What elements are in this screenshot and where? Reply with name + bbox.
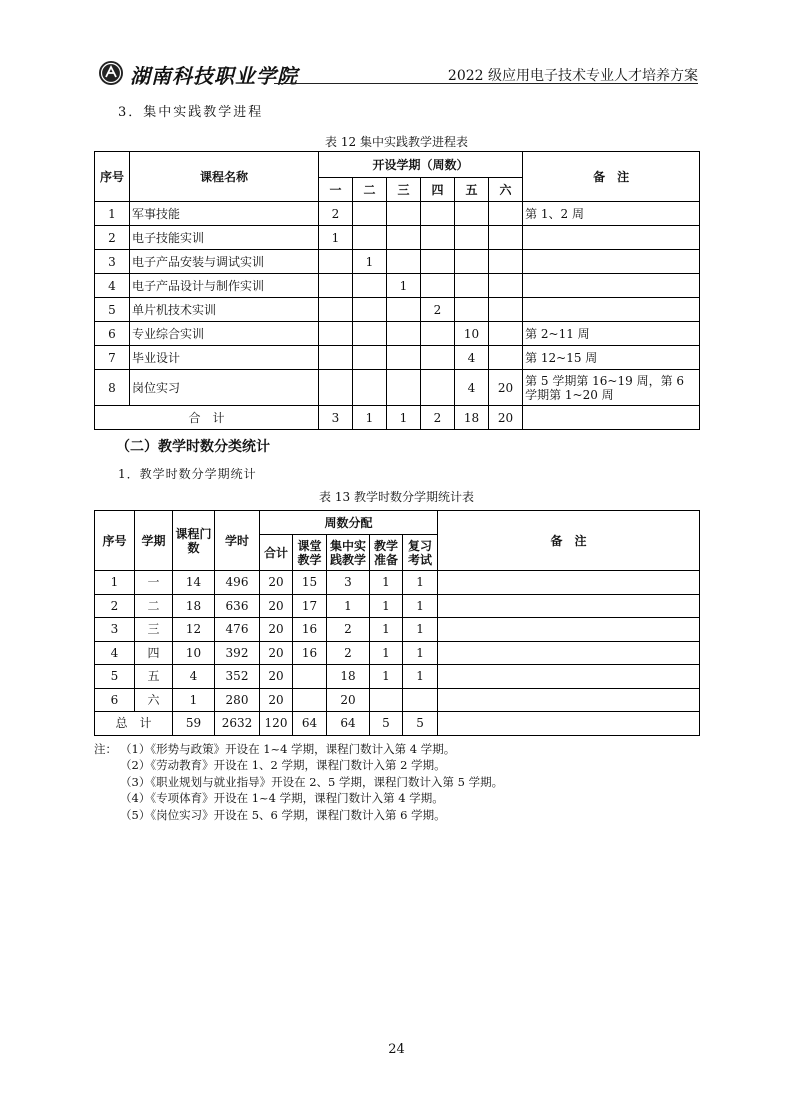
seq-cell: 5 (95, 665, 135, 689)
section-heading-2: （二）教学时数分类统计 (116, 439, 270, 455)
weeks-cell (421, 322, 455, 346)
total-classroom-cell: 64 (293, 712, 327, 736)
review-cell: 1 (403, 571, 438, 595)
seq-cell: 2 (95, 594, 135, 618)
semester-cell: 五 (135, 665, 173, 689)
table-row (95, 202, 700, 226)
prep-cell: 1 (370, 571, 403, 595)
weeks-cell (489, 274, 523, 298)
seq-cell: 7 (95, 346, 130, 370)
weeks-cell (421, 250, 455, 274)
header-semester-3: 三 (387, 178, 421, 202)
total-weeks-cell: 1 (387, 406, 421, 430)
table-row (95, 665, 700, 689)
remark-cell (438, 641, 700, 665)
header-prep: 教学准备 (370, 535, 403, 571)
seq-cell: 6 (95, 688, 135, 712)
header-hours: 学时 (215, 511, 260, 571)
header-remark: 备 注 (523, 152, 700, 202)
weeks-cell (353, 274, 387, 298)
total-cell: 20 (260, 641, 293, 665)
table-row (95, 274, 700, 298)
course-count-cell: 1 (173, 688, 215, 712)
course-count-cell: 10 (173, 641, 215, 665)
seq-cell: 1 (95, 202, 130, 226)
table-row (95, 298, 700, 322)
weeks-cell (353, 346, 387, 370)
remark-cell (438, 594, 700, 618)
practice-schedule-table (94, 151, 700, 430)
review-cell: 1 (403, 665, 438, 689)
remark-cell: 第 12~15 周 (523, 346, 700, 370)
weeks-cell (319, 346, 353, 370)
seq-cell: 1 (95, 571, 135, 595)
weeks-cell: 20 (489, 370, 523, 406)
weeks-cell: 4 (455, 346, 489, 370)
course-name-cell: 电子产品安装与调试实训 (130, 250, 319, 274)
seq-cell: 8 (95, 370, 130, 406)
practice-cell: 3 (327, 571, 370, 595)
remark-cell (523, 226, 700, 250)
weeks-cell: 1 (319, 226, 353, 250)
total-remark-cell (438, 712, 700, 736)
total-row (95, 406, 700, 430)
weeks-cell (319, 298, 353, 322)
total-review-cell: 5 (403, 712, 438, 736)
semester-cell: 六 (135, 688, 173, 712)
remark-cell (523, 406, 700, 430)
header-rule (274, 83, 698, 84)
total-cell: 20 (260, 594, 293, 618)
total-hours-cell: 2632 (215, 712, 260, 736)
weeks-cell (421, 274, 455, 298)
header-semester: 学期 (135, 511, 173, 571)
semester-cell: 四 (135, 641, 173, 665)
header-weeks-group: 周数分配 (260, 511, 438, 535)
table12-caption: 表 12 集中实践教学进程表 (325, 135, 468, 149)
course-name-cell: 毕业设计 (130, 346, 319, 370)
remark-cell (438, 571, 700, 595)
total-label-cell: 总 计 (95, 712, 173, 736)
header-classroom: 课堂教学 (293, 535, 327, 571)
school-name: 湖南科技职业学院 (130, 64, 298, 88)
classroom-cell (293, 665, 327, 689)
section-heading-3: 3．集中实践教学进程 (118, 105, 264, 120)
weeks-cell (489, 250, 523, 274)
remark-cell: 第 2~11 周 (523, 322, 700, 346)
weeks-cell (489, 226, 523, 250)
total-weeks-cell: 20 (489, 406, 523, 430)
total-practice-cell: 64 (327, 712, 370, 736)
weeks-cell (387, 322, 421, 346)
weeks-cell: 1 (353, 250, 387, 274)
weeks-cell (387, 250, 421, 274)
table-row (95, 226, 700, 250)
header-remark: 备 注 (438, 511, 700, 571)
hours-cell: 352 (215, 665, 260, 689)
weeks-cell (387, 226, 421, 250)
review-cell: 1 (403, 618, 438, 642)
total-cell: 20 (260, 618, 293, 642)
weeks-cell (421, 370, 455, 406)
weeks-cell (421, 226, 455, 250)
hours-cell: 636 (215, 594, 260, 618)
hours-cell: 496 (215, 571, 260, 595)
weeks-cell (421, 202, 455, 226)
seq-cell: 3 (95, 250, 130, 274)
total-weeks-cell: 2 (421, 406, 455, 430)
weeks-cell (489, 298, 523, 322)
weeks-cell (489, 202, 523, 226)
header-semester-6: 六 (489, 178, 523, 202)
weeks-cell (489, 346, 523, 370)
seq-cell: 6 (95, 322, 130, 346)
prep-cell: 1 (370, 665, 403, 689)
seq-cell: 4 (95, 641, 135, 665)
total-weeks-cell: 1 (353, 406, 387, 430)
weeks-cell (421, 346, 455, 370)
hours-cell: 392 (215, 641, 260, 665)
header-semester-2: 二 (353, 178, 387, 202)
table-row (95, 641, 700, 665)
remark-cell (523, 274, 700, 298)
weeks-cell (387, 370, 421, 406)
seq-cell: 3 (95, 618, 135, 642)
prep-cell: 1 (370, 641, 403, 665)
course-name-cell: 专业综合实训 (130, 322, 319, 346)
weeks-cell (353, 226, 387, 250)
weeks-cell (489, 322, 523, 346)
practice-cell: 2 (327, 641, 370, 665)
page-header (92, 56, 698, 86)
header-course: 课程名称 (130, 152, 319, 202)
prep-cell: 1 (370, 594, 403, 618)
header-review: 复习考试 (403, 535, 438, 571)
header-semester-group: 开设学期（周数） (319, 152, 523, 178)
semester-cell: 一 (135, 571, 173, 595)
note-item: （3）《职业规划与就业指导》开设在 2、5 学期，课程门数计入第 5 学期。 (120, 774, 504, 789)
classroom-cell: 16 (293, 618, 327, 642)
hours-cell: 280 (215, 688, 260, 712)
hours-cell: 476 (215, 618, 260, 642)
course-name-cell: 单片机技术实训 (130, 298, 319, 322)
seq-cell: 5 (95, 298, 130, 322)
weeks-cell (319, 250, 353, 274)
weeks-cell (353, 370, 387, 406)
semester-cell: 三 (135, 618, 173, 642)
weeks-cell: 10 (455, 322, 489, 346)
weeks-cell (455, 250, 489, 274)
prep-cell: 1 (370, 618, 403, 642)
notes-prefix: 注： (94, 742, 117, 756)
remark-cell (523, 250, 700, 274)
total-cell: 20 (260, 688, 293, 712)
weeks-cell (455, 298, 489, 322)
total-prep-cell: 5 (370, 712, 403, 736)
weeks-cell (353, 202, 387, 226)
course-name-cell: 电子技能实训 (130, 226, 319, 250)
section-heading-1: 1．教学时数分学期统计 (118, 467, 257, 481)
header-semester-1: 一 (319, 178, 353, 202)
notes (94, 741, 503, 823)
seq-cell: 4 (95, 274, 130, 298)
weeks-cell: 4 (455, 370, 489, 406)
total-total-cell: 120 (260, 712, 293, 736)
weeks-cell (387, 202, 421, 226)
note-item: 注： （1）《形势与政策》开设在 1~4 学期，课程门数计入第 4 学期。 (94, 742, 456, 756)
classroom-cell: 16 (293, 641, 327, 665)
practice-cell: 2 (327, 618, 370, 642)
seq-cell: 2 (95, 226, 130, 250)
prep-cell (370, 688, 403, 712)
weeks-cell (353, 298, 387, 322)
note-item: （2）《劳动教育》开设在 1、2 学期，课程门数计入第 2 学期。 (120, 758, 446, 773)
total-cell: 20 (260, 571, 293, 595)
practice-cell: 20 (327, 688, 370, 712)
course-name-cell: 电子产品设计与制作实训 (130, 274, 319, 298)
weeks-cell (319, 274, 353, 298)
table-row (95, 594, 700, 618)
header-semester-5: 五 (455, 178, 489, 202)
total-cell: 20 (260, 665, 293, 689)
weeks-cell: 2 (421, 298, 455, 322)
table-row (95, 688, 700, 712)
review-cell: 1 (403, 594, 438, 618)
course-count-cell: 12 (173, 618, 215, 642)
course-name-cell: 岗位实习 (130, 370, 319, 406)
weeks-cell (387, 346, 421, 370)
teaching-hours-table (94, 510, 700, 736)
page-number: 24 (388, 1042, 405, 1057)
course-count-cell: 14 (173, 571, 215, 595)
weeks-cell (319, 322, 353, 346)
classroom-cell: 15 (293, 571, 327, 595)
classroom-cell (293, 688, 327, 712)
table13-caption: 表 13 教学时数分学期统计表 (319, 490, 474, 504)
practice-cell: 1 (327, 594, 370, 618)
header-practice: 集中实践教学 (327, 535, 370, 571)
header-seq: 序号 (95, 511, 135, 571)
table-row (95, 322, 700, 346)
table-row (95, 618, 700, 642)
semester-cell: 二 (135, 594, 173, 618)
note-item: （5）《岗位实习》开设在 5、6 学期，课程门数计入第 6 学期。 (120, 807, 446, 822)
remark-cell: 第 5 学期第 16~19 周，第 6 学期第 1~20 周 (523, 370, 700, 406)
total-row (95, 712, 700, 736)
remark-cell (438, 665, 700, 689)
weeks-cell: 2 (319, 202, 353, 226)
table-row (95, 370, 700, 406)
course-count-cell: 18 (173, 594, 215, 618)
review-cell (403, 688, 438, 712)
weeks-cell (319, 370, 353, 406)
header-total: 合计 (260, 535, 293, 571)
review-cell: 1 (403, 641, 438, 665)
course-name-cell: 军事技能 (130, 202, 319, 226)
weeks-cell (387, 298, 421, 322)
table-row (95, 571, 700, 595)
total-weeks-cell: 3 (319, 406, 353, 430)
remark-cell (438, 688, 700, 712)
total-label-cell: 合 计 (95, 406, 319, 430)
weeks-cell (455, 202, 489, 226)
header-semester-4: 四 (421, 178, 455, 202)
remark-cell (523, 298, 700, 322)
document-title: 2022 级应用电子技术专业人才培养方案 (447, 68, 698, 84)
header-seq: 序号 (95, 152, 130, 202)
total-weeks-cell: 18 (455, 406, 489, 430)
weeks-cell: 1 (387, 274, 421, 298)
remark-cell (438, 618, 700, 642)
table-row (95, 346, 700, 370)
weeks-cell (353, 322, 387, 346)
note-item: （4）《专项体育》开设在 1~4 学期，课程门数计入第 4 学期。 (120, 791, 444, 806)
practice-cell: 18 (327, 665, 370, 689)
table-row (95, 250, 700, 274)
remark-cell: 第 1、2 周 (523, 202, 700, 226)
weeks-cell (455, 274, 489, 298)
total-course-count-cell: 59 (173, 712, 215, 736)
header-course-count: 课程门数 (173, 511, 215, 571)
weeks-cell (455, 226, 489, 250)
course-count-cell: 4 (173, 665, 215, 689)
classroom-cell: 17 (293, 594, 327, 618)
school-seal-logo-icon (98, 60, 124, 86)
